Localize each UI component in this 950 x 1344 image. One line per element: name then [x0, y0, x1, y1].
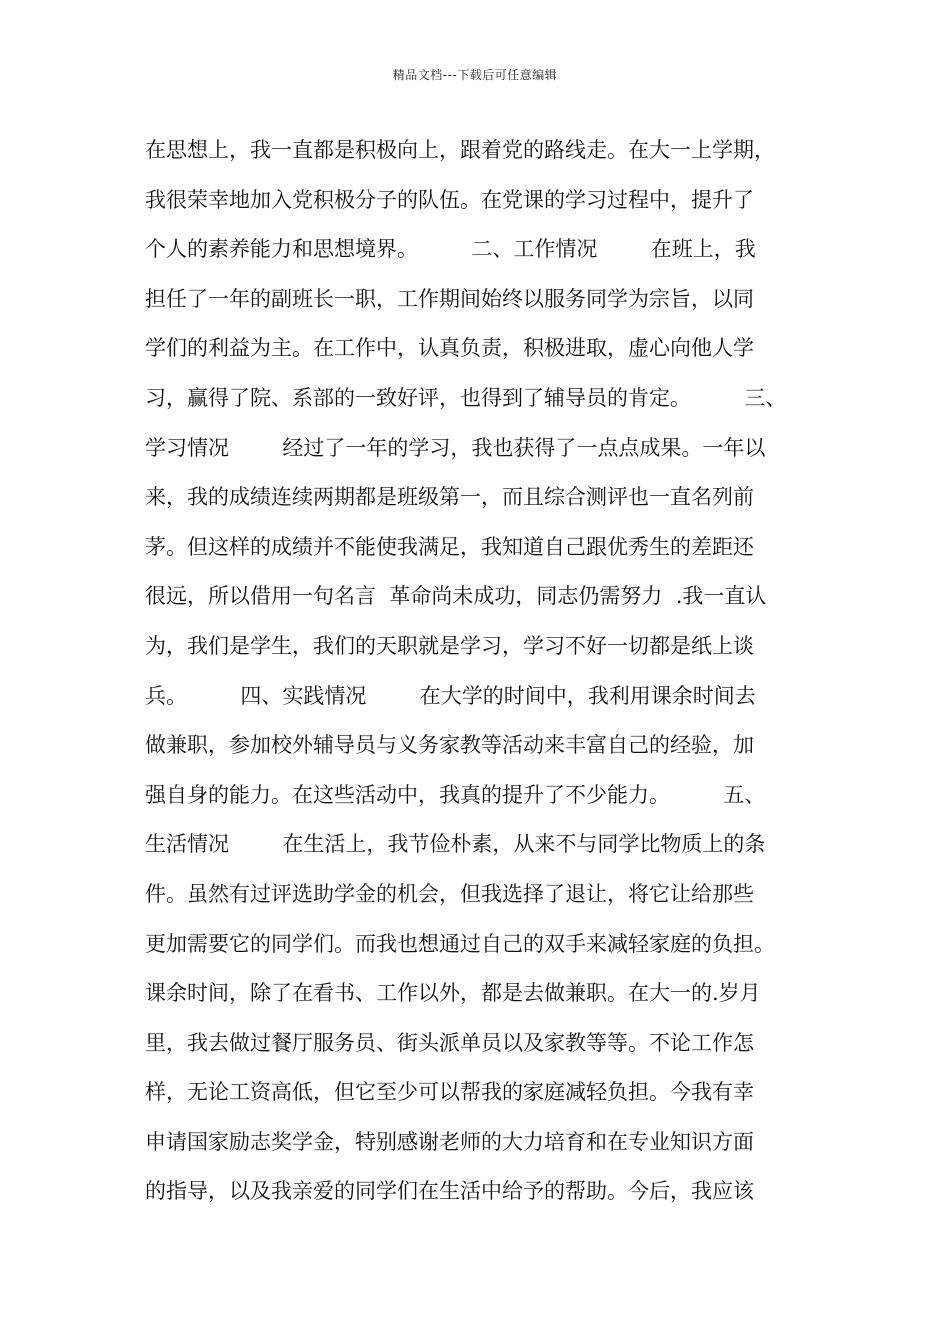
text-line: 个人的素养能力和思想境界。 二、工作情况 在班上，我	[145, 237, 756, 262]
text-line: 强自身的能力。在这些活动中，我真的提升了不少能力。 五、	[145, 782, 766, 807]
text-line: 的指导，以及我亲爱的同学们在生活中给予的帮助。今后，我应该	[145, 1179, 754, 1204]
text-line: 来，我的成绩连续两期都是班级第一，而且综合测评也一直名列前	[145, 485, 754, 510]
page-header: 精品文档---下载后可任意编辑	[392, 68, 558, 82]
text-line: 兵。 四、实践情况 在大学的时间中，我利用课余时间去	[145, 683, 756, 708]
text-line: 申请国家励志奖学金，特别感谢老师的大力培育和在专业知识方面	[145, 1129, 754, 1154]
text-line: 习，赢得了院、系部的一致好评，也得到了辅导员的肯定。 三、	[145, 385, 787, 410]
text-line: 学习情况 经过了一年的学习，我也获得了一点点成果。一年以	[145, 435, 766, 460]
text-line: 生活情况 在生活上，我节俭朴素，从来不与同学比物质上的条	[145, 832, 766, 857]
text-line: 学们的利益为主。在工作中，认真负责，积极进取，虚心向他人学	[145, 336, 754, 361]
text-line: 更加需要它的同学们。而我也想通过自己的双手来减轻家庭的负担。	[145, 931, 775, 956]
text-line: 件。虽然有过评选助学金的机会，但我选择了退让，将它让给那些	[145, 881, 754, 906]
text-line: 样，无论工资高低，但它至少可以帮我的家庭减轻负担。今我有幸	[145, 1080, 754, 1105]
text-line: 担任了一年的副班长一职，工作期间始终以服务同学为宗旨，以同	[145, 286, 754, 311]
text-line: 课余时间，除了在看书、工作以外，都是去做兼职。在大一的.岁月	[145, 981, 761, 1006]
text-line: 在思想上，我一直都是积极向上，跟着党的路线走。在大一上学期，	[145, 138, 775, 162]
text-line: 做兼职，参加校外辅导员与义务家教等活动来丰富自己的经验，加	[145, 733, 754, 758]
text-line: 我很荣幸地加入党积极分子的队伍。在党课的学习过程中，提升了	[145, 187, 754, 212]
text-line: 很远，所以借用一句名言 革命尚未成功，同志仍需努力 .我一直认	[145, 584, 767, 609]
text-line: 为，我们是学生，我们的天职就是学习，学习不好一切都是纸上谈	[145, 633, 754, 658]
text-line: 茅。但这样的成绩并不能使我满足，我知道自己跟优秀生的差距还	[145, 534, 754, 559]
text-line: 里，我去做过餐厅服务员、街头派单员以及家教等等。不论工作怎	[145, 1030, 754, 1055]
document-body	[145, 130, 825, 1221]
